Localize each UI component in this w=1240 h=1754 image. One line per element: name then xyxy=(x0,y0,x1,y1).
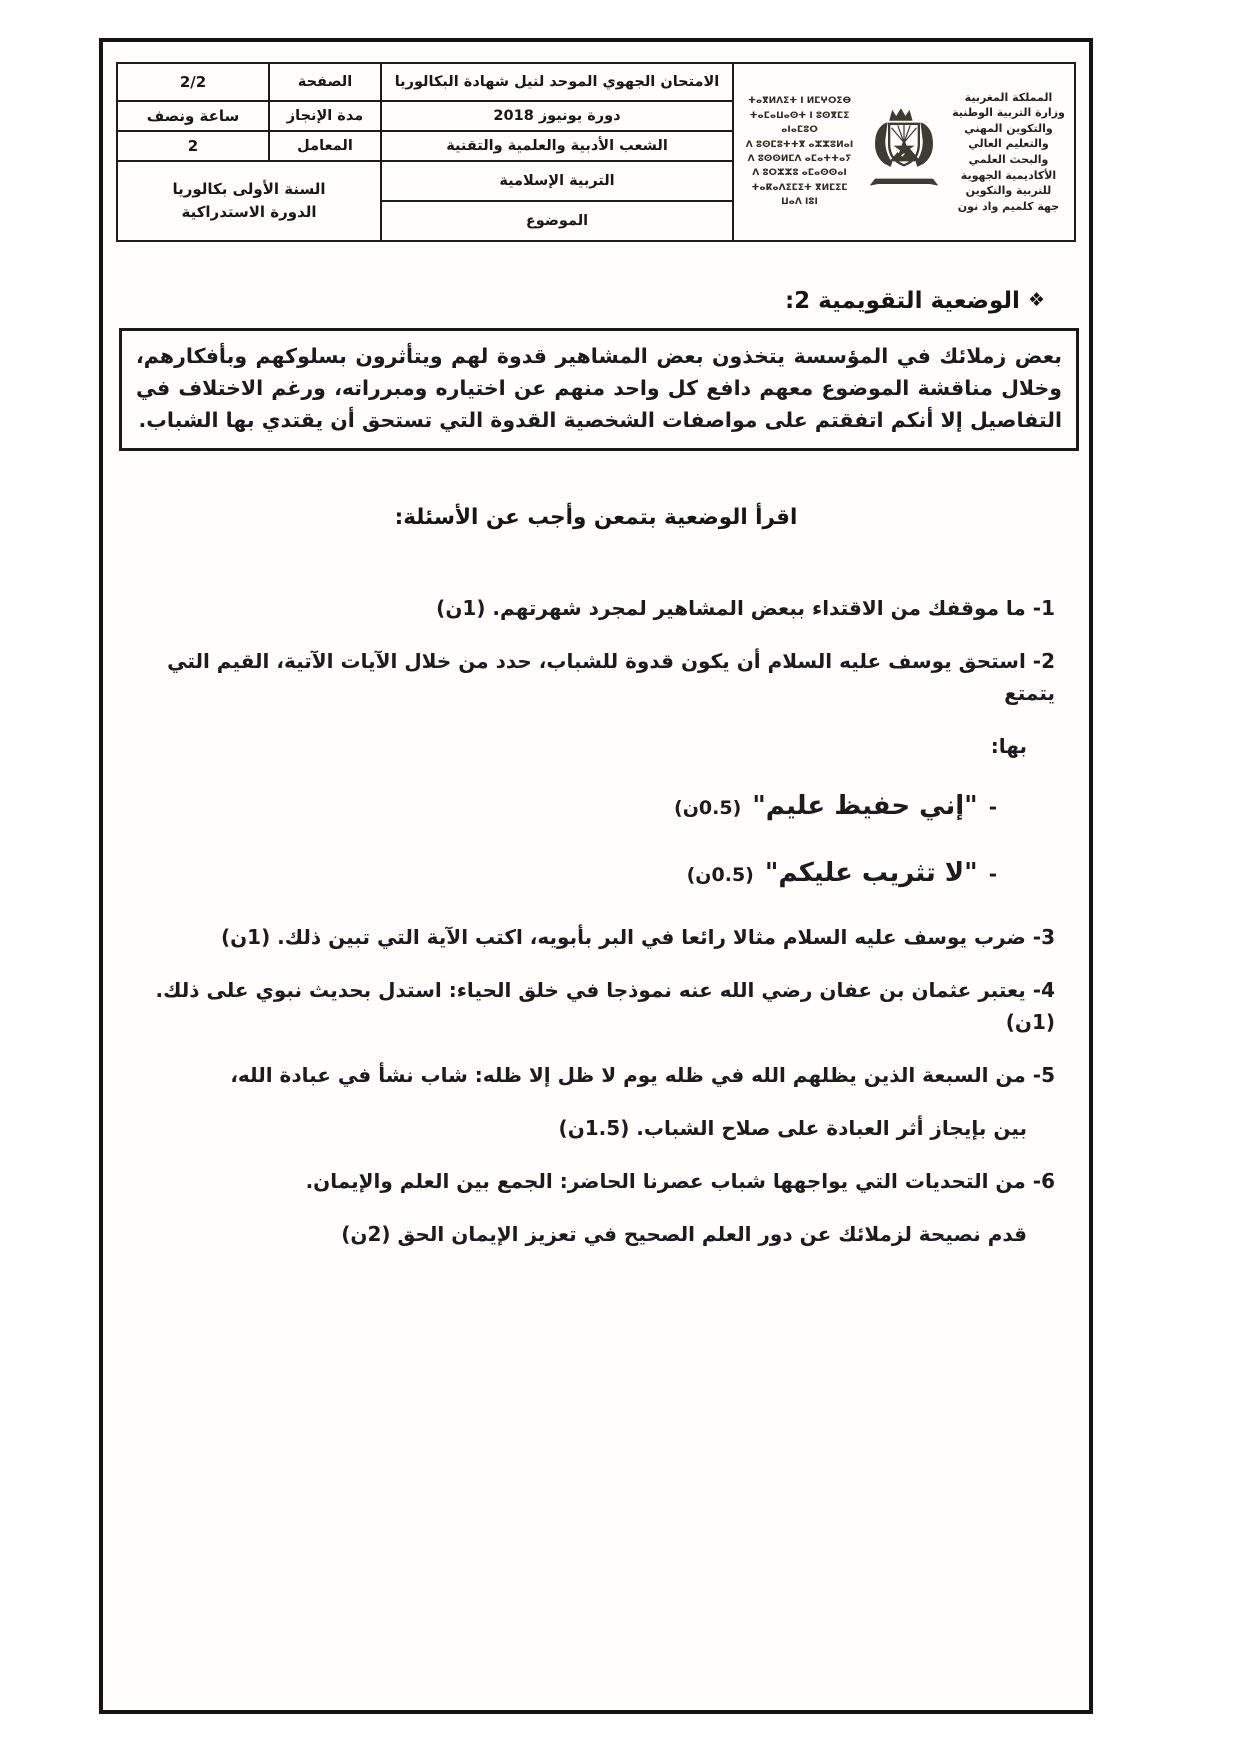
exam-title-cell: الامتحان الجهوي الموحد لنيل شهادة البكالوريا xyxy=(381,63,733,101)
header-table xyxy=(116,62,1076,242)
page-frame xyxy=(99,38,1093,1714)
tifinagh-line: ⵜⴰⴳⵍⴷⵉⵜ ⵏ ⵍⵎⵖⵔⵉⴱ xyxy=(747,96,852,107)
section-title xyxy=(103,288,1089,314)
subject-cell: التربية الإسلامية xyxy=(381,161,733,201)
level-line-2: الدورة الاستدراكية xyxy=(181,203,317,221)
quran-verse-2 xyxy=(149,855,1055,891)
ministry-line: جهة كلميم واد نون xyxy=(957,199,1060,213)
authority-block xyxy=(738,87,1070,218)
question-4: 4- يعتبر عثمان بن عفان رضي الله عنه نموذجا في خلق الحياء: استدل بحديث نبوي على ذلك. (1ن) xyxy=(155,978,1055,1035)
instruction-heading: اقرأ الوضعية بتمعن وأجب عن الأسئلة: xyxy=(394,505,798,531)
question-5: 5- من السبعة الذين يظلهم الله في ظله يوم لا ظل إلا ظله: شاب نشأ في عبادة الله، xyxy=(230,1063,1055,1088)
coefficient-value-cell: 2 xyxy=(117,131,269,161)
ministry-arabic-text xyxy=(949,90,1068,215)
tifinagh-line: ⴷ ⵓⵙⵎⵓⵜⵜⴳ ⴰⵣⵣⵓⵍⴰⵏ xyxy=(745,139,854,150)
diamond-icon: ❖ xyxy=(1027,289,1045,311)
question-2: 2- استحق يوسف عليه السلام أن يكون قدوة للشباب، حدد من خلال الآيات الآتية، القيم التي يتمتع xyxy=(167,649,1055,706)
tifinagh-line: ⵜⴰⵎⴰⵡⴰⵙⵜ ⵏ ⵓⵙⴳⵎⵉ ⴰⵏⴰⵎⵓⵔ xyxy=(749,110,850,136)
ministry-line: المملكة المغربية xyxy=(964,90,1053,104)
ministry-line: وزارة التربية الوطنية xyxy=(952,106,1065,120)
quran-verse-1 xyxy=(149,788,1055,824)
level-cell xyxy=(117,161,381,241)
dash: - xyxy=(988,861,997,886)
quran-verse-1-score: (0.5ن) xyxy=(674,797,742,820)
page-value-cell: 2/2 xyxy=(117,63,269,101)
authority-cell xyxy=(733,63,1075,241)
situation-box: بعض زملائك في المؤسسة يتخذون بعض المشاهير قدوة لهم ويتأثرون بسلوكهم وبأفكارهم، وخلال مناقشة الموضوع معهم دافع كل واحد منهم عن اختياره ومبرراته، ورغم الاختلاف في التفاصيل إلا أنكم اتفقتم على مواصفات الشخصية القدوة التي تستحق أن يقتدي بها الشباب. xyxy=(119,328,1079,451)
quran-verse-2-text: "لا تثريب عليكم" xyxy=(764,857,978,888)
page-label-cell: الصفحة xyxy=(269,63,381,101)
morocco-coat-of-arms-icon xyxy=(861,102,947,202)
duration-value-cell: ساعة ونصف xyxy=(117,101,269,131)
duration-label-cell: مدة الإنجاز xyxy=(269,101,381,131)
streams-cell: الشعب الأدبية والعلمية والتقنية xyxy=(381,131,733,161)
quran-verse-1-text: "إني حفيظ عليم" xyxy=(752,791,978,822)
question-5-continuation: بين بإيجاز أثر العبادة على صلاح الشباب. (1.5ن) xyxy=(558,1116,1027,1141)
session-cell: دورة يونيوز 2018 xyxy=(381,101,733,131)
section-title-text: الوضعية التقويمية 2: xyxy=(784,288,1020,314)
ministry-tifinagh-text xyxy=(740,94,859,209)
question-2-continuation: بها: xyxy=(990,734,1027,759)
question-3: 3- ضرب يوسف عليه السلام مثالا رائعا في البر بأبويه، اكتب الآية التي تبين ذلك. (1ن) xyxy=(220,925,1055,950)
questions-list xyxy=(103,592,1089,1250)
tifinagh-line: ⴷ ⵓⵔⵣⵣⵓ ⴰⵎⴰⵙⵙⴰⵏ xyxy=(752,168,847,179)
question-6-continuation: قدم نصيحة لزملائك عن دور العلم الصحيح في تعزيز الإيمان الحق (2ن) xyxy=(341,1222,1027,1247)
question-6: 6- من التحديات التي يواجهها شباب عصرنا الحاضر: الجمع بين العلم والإيمان. xyxy=(305,1169,1055,1194)
tifinagh-line: ⵜⴰⴽⴰⴷⵉⵎⵉⵜ ⴳⵍⵎⵉⵎ ⵡⴰⴷ ⵏⵓⵏ xyxy=(751,182,848,208)
level-line-1: السنة الأولى بكالوريا xyxy=(172,179,326,198)
question-1: 1- ما موقفك من الاقتداء ببعض المشاهير لمجرد شهرتهم. (1ن) xyxy=(436,596,1055,621)
ministry-line: والتعليم العالي والبحث العلمي xyxy=(968,137,1049,166)
paper-type-cell: الموضوع xyxy=(381,201,733,241)
coefficient-label-cell: المعامل xyxy=(269,131,381,161)
quran-verse-2-score: (0.5ن) xyxy=(686,863,754,886)
dash: - xyxy=(988,795,997,820)
tifinagh-line: ⴷ ⵓⵙⵙⵍⵎⴷ ⴰⵎⴰⵜⵜⴰⵢ xyxy=(747,154,852,164)
ministry-line: الأكاديمية الجهوية للتربية والتكوين xyxy=(960,168,1057,198)
ministry-line: والتكوين المهني xyxy=(964,121,1053,135)
